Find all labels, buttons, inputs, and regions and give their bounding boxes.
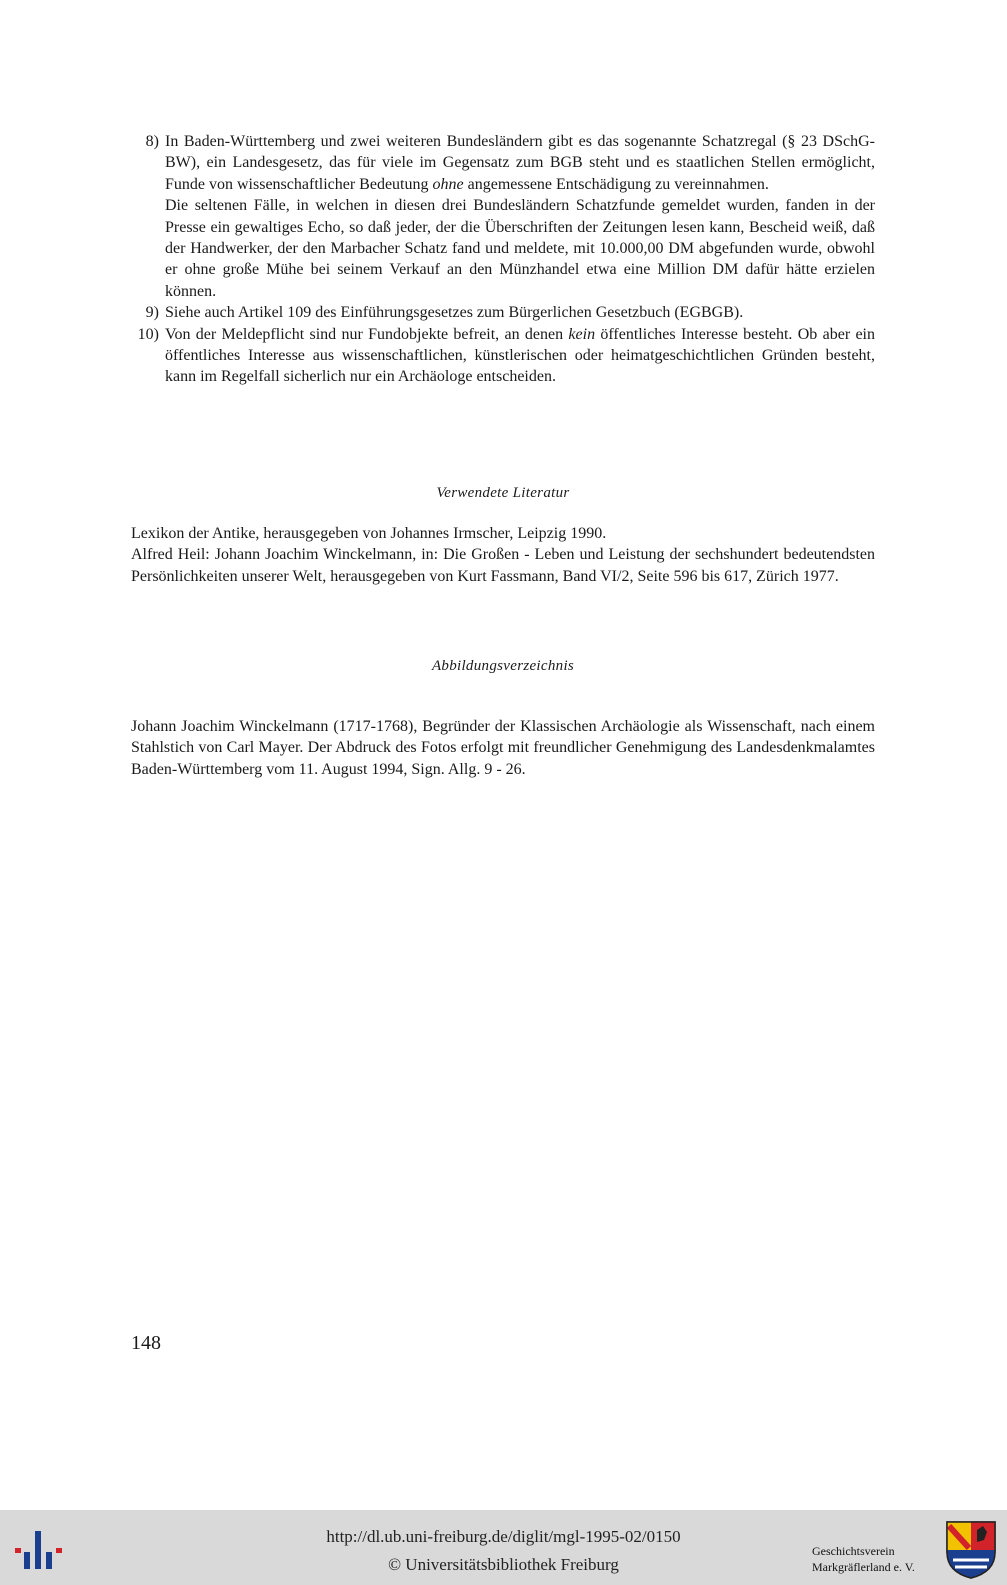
endnote-paragraph: In Baden-Württemberg und zwei weiteren Bundesländern gibt es das sogenannte Schatzregal (§ 23 DSchG-BW), ein Landesgesetz, das für viele im Gegensatz zum BGB steht und es staatlichen Stellen ermöglicht, Funde von wissenschaftlicher Bedeutung ohne angemessene Entschädigung zu vereinnahmen. <box>165 133 875 193</box>
endnote-paragraph: Die seltenen Fälle, in welchen in diesen drei Bundesländern Schatzfunde gemeldet wurden, fanden in der Presse ein gewaltiges Echo, so daß jeder, der die Überschriften der Zeitungen lesen kann, Bescheid weiß, daß der Handwerker, der den Marbacher Schatz fand und meldete, mit 10.000,00 DM abgefunden wurde, obwohl er ohne große Mühe bei seinem Verkauf an den Münzhandel etwa eine Million DM dafür hätte erzielen können. <box>165 197 875 300</box>
endnote-number: 10) <box>137 325 159 343</box>
endnote-10 <box>131 324 875 388</box>
permalink-link[interactable]: http://dl.ub.uni-freiburg.de/diglit/mgl-1995-02/0150 <box>326 1527 681 1546</box>
page-number: 148 <box>131 1332 161 1354</box>
copyright-notice: © Universitätsbibliothek Freiburg <box>388 1555 619 1574</box>
endnote-number: 8) <box>145 133 159 150</box>
literature-list <box>131 523 875 587</box>
illustration-entry: Johann Joachim Winckelmann (1717-1768), Begründer der Klassischen Archäologie als Wissenschaft, nach einem Stahlstich von Carl Mayer. Der Abdruck des Fotos erfolgt mit freundlicher Genehmigung des Landesdenkmalamtes Baden-Württemberg vom 11. August 1994, Sign. Allg. 9 - 26. <box>131 718 875 778</box>
emphasis: kein <box>568 325 596 343</box>
emphasis: ohne <box>432 175 464 193</box>
society-name <box>812 1543 915 1575</box>
endnotes <box>131 131 875 388</box>
illustrations-list <box>131 716 875 780</box>
endnote-paragraph: Von der Meldepflicht sind nur Fundobjekte befreit, an denen kein öffentliches Interesse besteht. Ob aber ein öffentliches Interesse aus wissenschaftlichen, künstlerischen oder heimatgeschichtlichen Gründen besteht, kann im Regelfall sicherlich nur ein Archäologe entscheiden. <box>165 325 875 386</box>
endnote-number: 9) <box>145 304 159 322</box>
society-crest-icon[interactable] <box>945 1520 997 1580</box>
society-name-line: Geschichtsverein <box>812 1544 895 1558</box>
literature-heading: Verwendete Literatur <box>436 485 570 501</box>
endnote-paragraph: Siehe auch Artikel 109 des Einführungsgesetzes zum Bürgerlichen Gesetzbuch (EGBGB). <box>165 304 744 322</box>
endnote-9 <box>131 302 875 323</box>
literature-entry: Lexikon der Antike, herausgegeben von Johannes Irmscher, Leipzig 1990. <box>131 525 607 542</box>
literature-entry: Alfred Heil: Johann Joachim Winckelmann, in: Die Großen - Leben und Leistung der sechshundert bedeutendsten Persönlichkeiten unserer Welt, herausgegeben von Kurt Fassmann, Band VI/2, Seite 596 bis 617, Zürich 1977. <box>131 546 875 585</box>
society-name-line: Markgräflerland e. V. <box>812 1560 915 1574</box>
endnote-8 <box>131 131 875 302</box>
illustrations-heading: Abbildungsverzeichnis <box>431 658 575 674</box>
